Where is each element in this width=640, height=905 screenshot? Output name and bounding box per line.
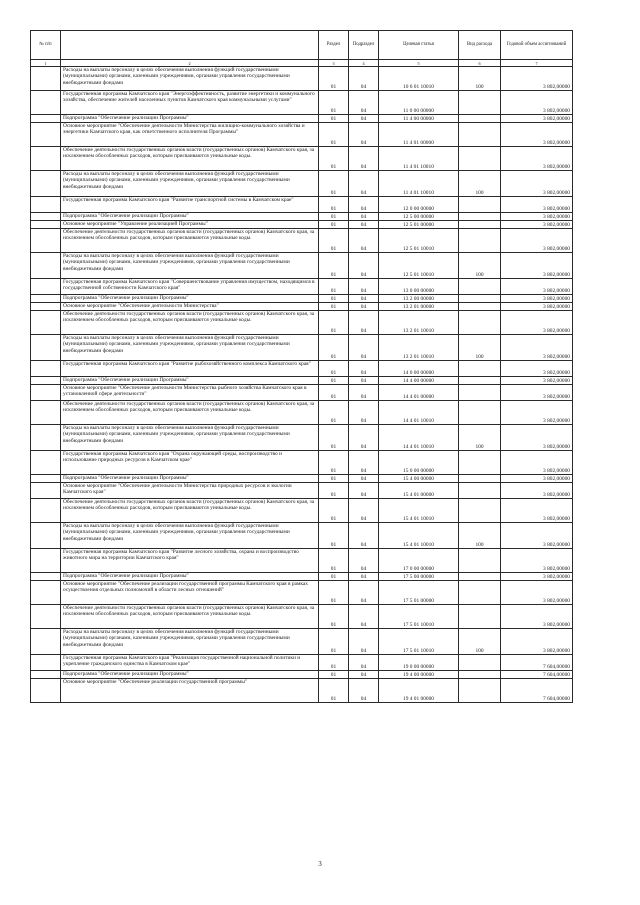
header-podrazdel: Подраздел [349,31,379,60]
row-name-cell: Государственная программа Камчатского края "Развитие транспортной системы в Камчатском крае" [61,197,319,213]
row-name-cell: Подпрограмма "Обеспечение реализации Программы" [61,115,319,123]
row-name-cell: Основное мероприятие "Обеспечение реализации государственной программы" [61,679,319,703]
row-name-cell: Государственная программа Камчатского края "Охрана окружающей среды, воспроизводство и использование природных ресурсов в Камчатском крае" [61,451,319,475]
row-vid-cell: 100 [459,335,501,361]
table-row [31,581,573,605]
row-vid-cell [459,401,501,425]
row-number-cell [31,335,61,361]
table-row [31,335,573,361]
budget-table [30,30,573,703]
header-vid: Вид расхода [459,31,501,60]
table-row [31,253,573,279]
row-csr-cell: 12 5 00 00000 [379,213,459,221]
row-sum-cell: 3 802,00000 [501,123,573,147]
row-podrazdel-cell: 04 [349,401,379,425]
row-vid-cell [459,451,501,475]
row-podrazdel-cell: 04 [349,147,379,171]
row-sum-cell: 3 802,00000 [501,91,573,115]
row-podrazdel-cell: 04 [349,311,379,335]
row-csr-cell: 11 4 00 00000 [379,115,459,123]
row-vid-cell [459,605,501,629]
row-sum-cell: 3 802,00000 [501,385,573,401]
table-row [31,123,573,147]
row-sum-cell: 3 802,00000 [501,451,573,475]
header-sum: Годовой объем ассигнований [501,31,573,60]
row-csr-cell: 11 0 00 00000 [379,91,459,115]
row-name-cell: Подпрограмма "Обеспечение реализации Программы" [61,671,319,679]
row-razdel-cell: 01 [319,171,349,197]
row-razdel-cell: 01 [319,295,349,303]
table-row [31,279,573,295]
row-razdel-cell: 01 [319,655,349,671]
row-podrazdel-cell: 04 [349,335,379,361]
row-podrazdel-cell: 04 [349,629,379,655]
index-cell: 5 [379,60,459,67]
row-vid-cell [459,475,501,483]
row-podrazdel-cell: 04 [349,295,379,303]
row-vid-cell [459,303,501,311]
row-razdel-cell: 01 [319,67,349,91]
row-razdel-cell: 01 [319,549,349,573]
row-razdel-cell: 01 [319,361,349,377]
row-csr-cell: 14 0 00 00000 [379,361,459,377]
row-sum-cell: 3 802,00000 [501,377,573,385]
row-csr-cell: 15 4 01 00000 [379,483,459,499]
row-razdel-cell: 01 [319,401,349,425]
row-number-cell [31,171,61,197]
row-razdel-cell: 01 [319,311,349,335]
row-podrazdel-cell: 04 [349,197,379,213]
row-number-cell [31,295,61,303]
row-podrazdel-cell: 04 [349,303,379,311]
row-name-cell: Подпрограмма "Обеспечение реализации Программы" [61,573,319,581]
row-csr-cell: 14 4 00 00000 [379,377,459,385]
table-body [31,67,573,703]
row-number-cell [31,679,61,703]
row-name-cell: Расходы на выплаты персоналу в целях обеспечения выполнения функций государственными (муниципальными) органами, казенными учреждениями, органами управления государственными внебюджетными фондами [61,67,319,91]
row-vid-cell: 100 [459,253,501,279]
page-number: 3 [318,860,322,868]
row-razdel-cell: 01 [319,475,349,483]
row-razdel-cell: 01 [319,147,349,171]
table-row [31,573,573,581]
row-number-cell [31,197,61,213]
row-name-cell: Расходы на выплаты персоналу в целях обеспечения выполнения функций государственными (муниципальными) органами, казенными учреждениями, органами управления государственными внебюджетными фондами [61,629,319,655]
row-csr-cell: 15 4 01 10010 [379,523,459,549]
row-name-cell: Расходы на выплаты персоналу в целях обеспечения выполнения функций государственными (муниципальными) органами, казенными учреждениями, органами управления государственными внебюджетными фондами [61,171,319,197]
row-name-cell: Расходы на выплаты персоналу в целях обеспечения выполнения функций государственными (муниципальными) органами, казенными учреждениями, органами управления государственными внебюджетными фондами [61,335,319,361]
row-csr-cell: 15 4 01 10010 [379,499,459,523]
row-vid-cell [459,499,501,523]
row-number-cell [31,475,61,483]
row-csr-cell: 13 2 01 00000 [379,303,459,311]
row-csr-cell: 12 5 01 10010 [379,253,459,279]
row-number-cell [31,221,61,229]
row-csr-cell: 11 4 01 00000 [379,123,459,147]
row-sum-cell: 7 604,00000 [501,679,573,703]
table-row [31,311,573,335]
row-csr-cell: 17 5 00 00000 [379,573,459,581]
row-vid-cell [459,671,501,679]
header-razdel: Раздел [319,31,349,60]
row-vid-cell: 100 [459,171,501,197]
row-sum-cell: 3 802,00000 [501,197,573,213]
row-number-cell [31,123,61,147]
table-row [31,91,573,115]
row-number-cell [31,377,61,385]
row-sum-cell: 3 802,00000 [501,483,573,499]
table-row [31,655,573,671]
table-row [31,499,573,523]
header-csr: Целевая статья [379,31,459,60]
row-vid-cell [459,213,501,221]
table-row [31,451,573,475]
row-razdel-cell: 01 [319,377,349,385]
row-csr-cell: 17 5 01 10010 [379,605,459,629]
row-number-cell [31,67,61,91]
row-vid-cell: 100 [459,523,501,549]
index-cell: 3 [319,60,349,67]
index-cell: 6 [459,60,501,67]
row-name-cell: Основное мероприятие "Управление реализацией Программы" [61,221,319,229]
row-number-cell [31,361,61,377]
row-vid-cell: 100 [459,629,501,655]
row-sum-cell: 3 802,00000 [501,573,573,581]
index-cell: 1 [31,60,61,67]
row-razdel-cell: 01 [319,229,349,253]
row-number-cell [31,229,61,253]
row-name-cell: Расходы на выплаты персоналу в целях обеспечения выполнения функций государственными (муниципальными) органами, казенными учреждениями, органами управления государственными внебюджетными фондами [61,523,319,549]
row-number-cell [31,253,61,279]
row-razdel-cell: 01 [319,629,349,655]
row-name-cell: Подпрограмма "Обеспечение реализации Программы" [61,475,319,483]
table-row [31,377,573,385]
row-razdel-cell: 01 [319,385,349,401]
row-sum-cell: 3 802,00000 [501,401,573,425]
row-csr-cell: 14 4 01 10010 [379,401,459,425]
table-row [31,115,573,123]
row-podrazdel-cell: 04 [349,671,379,679]
table-row [31,425,573,451]
row-vid-cell [459,361,501,377]
row-podrazdel-cell: 04 [349,67,379,91]
table-row [31,483,573,499]
row-sum-cell: 3 802,00000 [501,475,573,483]
row-podrazdel-cell: 04 [349,361,379,377]
row-razdel-cell: 01 [319,123,349,147]
row-csr-cell: 17 0 00 00000 [379,549,459,573]
header-num: № п/п [31,31,61,60]
row-razdel-cell: 01 [319,279,349,295]
row-csr-cell: 11 4 01 10010 [379,147,459,171]
row-number-cell [31,523,61,549]
table-row [31,171,573,197]
row-name-cell: Подпрограмма "Обеспечение реализации Программы" [61,295,319,303]
row-csr-cell: 19 4 01 00000 [379,679,459,703]
table-row [31,671,573,679]
row-csr-cell: 17 5 01 00000 [379,581,459,605]
row-csr-cell: 11 4 01 10010 [379,171,459,197]
row-vid-cell [459,483,501,499]
index-cell: 7 [501,60,573,67]
row-podrazdel-cell: 04 [349,549,379,573]
row-vid-cell [459,221,501,229]
row-name-cell: Государственная программа Камчатского края "Развитие лесного хозяйства, охрана и воспроизводство животного мира на территории Камчатского края" [61,549,319,573]
table-row [31,523,573,549]
row-name-cell: Основное мероприятие "Обеспечение деятельности Министерства рыбного хозяйства Камчатского края в установленной сфере деятельности" [61,385,319,401]
row-vid-cell: 100 [459,67,501,91]
row-vid-cell [459,147,501,171]
row-sum-cell: 3 802,00000 [501,295,573,303]
table-row [31,221,573,229]
row-razdel-cell: 01 [319,221,349,229]
row-number-cell [31,279,61,295]
row-name-cell: Государственная программа Камчатского края "Энергоэффективность, развитие энергетики и коммунального хозяйства, обеспечение жителей населенных пунктов Камчатского края коммунальными услугами" [61,91,319,115]
row-name-cell: Государственная программа Камчатского края "Совершенствование управления имуществом, находящимся в государственной собственности Камчатского края" [61,279,319,295]
row-sum-cell: 3 802,00000 [501,335,573,361]
row-vid-cell [459,573,501,581]
row-podrazdel-cell: 04 [349,655,379,671]
row-podrazdel-cell: 04 [349,279,379,295]
row-csr-cell: 13 2 00 00000 [379,295,459,303]
row-vid-cell [459,581,501,605]
row-sum-cell: 3 802,00000 [501,549,573,573]
row-vid-cell [459,385,501,401]
row-number-cell [31,91,61,115]
row-number-cell [31,549,61,573]
row-sum-cell: 3 802,00000 [501,147,573,171]
row-number-cell [31,147,61,171]
row-razdel-cell: 01 [319,523,349,549]
row-csr-cell: 12 0 00 00000 [379,197,459,213]
row-name-cell: Обеспечение деятельности государственных органов власти (государственных органов) Камчатского края, за исключением обособленных расходов, которым присваиваются уникальные коды. [61,605,319,629]
row-vid-cell [459,123,501,147]
row-razdel-cell: 01 [319,335,349,361]
row-csr-cell: 14 4 01 00000 [379,385,459,401]
row-razdel-cell: 01 [319,197,349,213]
row-csr-cell: 13 0 00 00000 [379,279,459,295]
row-sum-cell: 3 802,00000 [501,499,573,523]
row-razdel-cell: 01 [319,499,349,523]
row-name-cell: Обеспечение деятельности государственных органов власти (государственных органов) Камчатского края, за исключением обособленных расходов, которым присваиваются уникальные коды. [61,401,319,425]
row-sum-cell: 3 802,00000 [501,171,573,197]
table-row [31,147,573,171]
row-csr-cell: 10 6 01 10010 [379,67,459,91]
row-csr-cell: 17 5 01 10010 [379,629,459,655]
row-podrazdel-cell: 04 [349,385,379,401]
row-razdel-cell: 01 [319,253,349,279]
row-vid-cell [459,197,501,213]
row-podrazdel-cell: 04 [349,213,379,221]
row-razdel-cell: 01 [319,115,349,123]
table-row [31,361,573,377]
row-sum-cell: 3 802,00000 [501,605,573,629]
row-sum-cell: 3 802,00000 [501,303,573,311]
row-podrazdel-cell: 04 [349,229,379,253]
row-csr-cell: 15 0 00 00000 [379,451,459,475]
row-sum-cell: 3 802,00000 [501,311,573,335]
table-row [31,303,573,311]
row-number-cell [31,605,61,629]
row-podrazdel-cell: 04 [349,605,379,629]
row-podrazdel-cell: 04 [349,499,379,523]
row-podrazdel-cell: 04 [349,221,379,229]
row-number-cell [31,581,61,605]
row-number-cell [31,629,61,655]
table-row [31,401,573,425]
row-podrazdel-cell: 04 [349,91,379,115]
row-sum-cell: 3 802,00000 [501,221,573,229]
table-header-row [31,31,573,60]
row-csr-cell: 15 4 00 00000 [379,475,459,483]
row-razdel-cell: 01 [319,213,349,221]
row-razdel-cell: 01 [319,425,349,451]
row-sum-cell: 3 802,00000 [501,581,573,605]
row-podrazdel-cell: 04 [349,115,379,123]
row-name-cell: Обеспечение деятельности государственных органов власти (государственных органов) Камчатского края, за исключением обособленных расходов, которым присваиваются уникальные коды. [61,311,319,335]
row-sum-cell: 3 802,00000 [501,253,573,279]
table-row [31,605,573,629]
table-row [31,629,573,655]
row-number-cell [31,213,61,221]
row-name-cell: Расходы на выплаты персоналу в целях обеспечения выполнения функций государственными (муниципальными) органами, казенными учреждениями, органами управления государственными внебюджетными фондами [61,253,319,279]
header-name [61,31,319,60]
row-podrazdel-cell: 04 [349,483,379,499]
row-razdel-cell: 01 [319,679,349,703]
row-csr-cell: 12 5 01 00000 [379,221,459,229]
row-number-cell [31,401,61,425]
table-row [31,213,573,221]
row-name-cell: Основное мероприятие "Обеспечение деятельности Министерства жилищно-коммунального хозяйства и энергетики Камчатского края, как ответственного исполнителя Программы" [61,123,319,147]
table-index-row [31,60,573,67]
table-row [31,679,573,703]
row-vid-cell [459,115,501,123]
row-sum-cell: 7 604,00000 [501,671,573,679]
row-razdel-cell: 01 [319,573,349,581]
row-razdel-cell: 01 [319,605,349,629]
row-number-cell [31,483,61,499]
row-podrazdel-cell: 04 [349,123,379,147]
row-podrazdel-cell: 04 [349,523,379,549]
row-podrazdel-cell: 04 [349,679,379,703]
index-cell: 2 [61,60,319,67]
row-number-cell [31,671,61,679]
row-name-cell: Обеспечение деятельности государственных органов власти (государственных органов) Камчатского края, за исключением обособленных расходов, которым присваиваются уникальные коды. [61,499,319,523]
row-sum-cell: 3 802,00000 [501,629,573,655]
row-razdel-cell: 01 [319,581,349,605]
row-name-cell: Основное мероприятие "Обеспечение деятельности Министерства" [61,303,319,311]
row-name-cell: Государственная программа Камчатского края "Реализация государственной национальной политики и укрепление гражданского единства в Камчатском крае" [61,655,319,671]
row-name-cell: Основное мероприятие "Обеспечение реализации государственной программы Камчатского края в рамках осуществления отдельных полномочий в области лесных отношений" [61,581,319,605]
row-vid-cell [459,229,501,253]
row-vid-cell [459,311,501,335]
row-sum-cell: 3 802,00000 [501,115,573,123]
row-podrazdel-cell: 04 [349,451,379,475]
row-vid-cell [459,377,501,385]
row-razdel-cell: 01 [319,91,349,115]
row-sum-cell: 3 802,00000 [501,279,573,295]
index-cell: 4 [349,60,379,67]
row-sum-cell: 3 802,00000 [501,67,573,91]
row-sum-cell: 3 802,00000 [501,229,573,253]
row-csr-cell: 13 2 01 10010 [379,335,459,361]
row-name-cell: Подпрограмма "Обеспечение реализации Программы" [61,377,319,385]
row-csr-cell: 13 2 01 10010 [379,311,459,335]
row-razdel-cell: 01 [319,451,349,475]
row-vid-cell [459,549,501,573]
row-vid-cell [459,295,501,303]
row-vid-cell [459,279,501,295]
row-podrazdel-cell: 04 [349,475,379,483]
row-vid-cell: 100 [459,425,501,451]
row-razdel-cell: 01 [319,671,349,679]
row-number-cell [31,303,61,311]
row-podrazdel-cell: 04 [349,581,379,605]
table-row [31,197,573,213]
row-sum-cell: 7 604,00000 [501,655,573,671]
row-razdel-cell: 01 [319,303,349,311]
table-row [31,295,573,303]
row-number-cell [31,655,61,671]
row-csr-cell: 12 5 01 10010 [379,229,459,253]
row-name-cell: Обеспечение деятельности государственных органов власти (государственных органов) Камчатского края, за исключением обособленных расходов, которым присваиваются уникальные коды. [61,229,319,253]
row-sum-cell: 3 802,00000 [501,425,573,451]
row-name-cell: Государственная программа Камчатского края "Развитие рыбохозяйственного комплекса Камчатского края" [61,361,319,377]
row-name-cell: Обеспечение деятельности государственных органов власти (государственных органов) Камчатского края, за исключением обособленных расходов, которым присваиваются уникальные коды. [61,147,319,171]
table-row [31,385,573,401]
row-sum-cell: 3 802,00000 [501,361,573,377]
budget-table-container [30,30,572,703]
table-row [31,229,573,253]
row-podrazdel-cell: 04 [349,171,379,197]
row-vid-cell [459,91,501,115]
row-podrazdel-cell: 04 [349,425,379,451]
row-podrazdel-cell: 04 [349,573,379,581]
row-csr-cell: 19 0 00 00000 [379,655,459,671]
row-vid-cell [459,679,501,703]
row-number-cell [31,573,61,581]
table-row [31,549,573,573]
row-sum-cell: 3 802,00000 [501,523,573,549]
row-number-cell [31,385,61,401]
row-name-cell: Основное мероприятие "Обеспечение деятельности Министерства природных ресурсов и экологии Камчатского края" [61,483,319,499]
row-number-cell [31,425,61,451]
row-podrazdel-cell: 04 [349,253,379,279]
row-vid-cell [459,655,501,671]
row-podrazdel-cell: 04 [349,377,379,385]
row-name-cell: Подпрограмма "Обеспечение реализации Программы" [61,213,319,221]
table-row [31,475,573,483]
row-csr-cell: 19 4 00 00000 [379,671,459,679]
row-name-cell: Расходы на выплаты персоналу в целях обеспечения выполнения функций государственными (муниципальными) органами, казенными учреждениями, органами управления государственными внебюджетными фондами [61,425,319,451]
row-razdel-cell: 01 [319,483,349,499]
row-number-cell [31,451,61,475]
table-row [31,67,573,91]
row-number-cell [31,499,61,523]
row-csr-cell: 14 4 01 10010 [379,425,459,451]
row-sum-cell: 3 802,00000 [501,213,573,221]
row-number-cell [31,115,61,123]
row-number-cell [31,311,61,335]
